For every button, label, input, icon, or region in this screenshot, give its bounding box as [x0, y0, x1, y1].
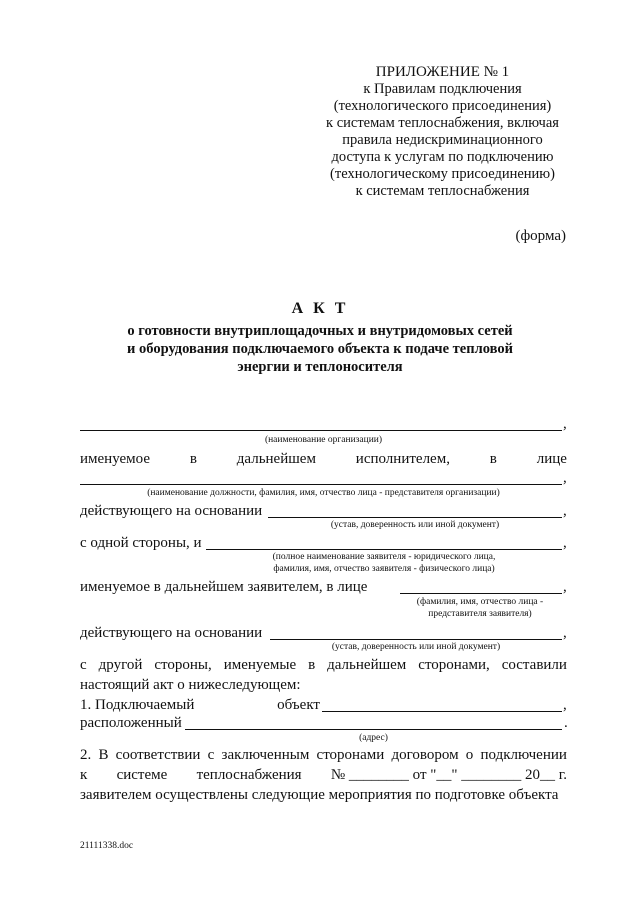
comma: ,	[563, 416, 567, 432]
address-hint: (адрес)	[359, 733, 388, 743]
located-label: расположенный	[80, 715, 182, 731]
word: сторонами	[316, 747, 385, 763]
comma: ,	[563, 470, 567, 486]
word: в	[189, 451, 197, 467]
org-name-hint: (наименование организации)	[264, 435, 383, 445]
word: заключенным	[221, 747, 310, 763]
item2-line3: заявителем осуществлены следующие мероприятия по подготовке объекта	[80, 787, 559, 803]
word: о	[465, 747, 474, 763]
period: .	[564, 715, 568, 731]
word: стороны,	[154, 657, 212, 673]
form-label: (форма)	[515, 228, 566, 244]
word: 2.	[80, 747, 92, 763]
applicant-rep-field[interactable]	[400, 593, 562, 594]
word: именуемое	[80, 451, 150, 467]
comma: ,	[563, 625, 567, 641]
hint-line: фамилия, имя, отчество заявителя - физического лица)	[273, 564, 495, 574]
other-side-line	[80, 657, 567, 674]
appendix-line: к системам теплоснабжения, включая	[326, 115, 559, 131]
representative-hint: (наименование должности, фамилия, имя, отчество лица - представителя организации)	[147, 488, 500, 498]
word: сторонами,	[418, 657, 490, 673]
basis2-field[interactable]	[270, 639, 562, 640]
appendix-line: (технологическому присоединению)	[330, 166, 555, 182]
hint-line: (фамилия, имя, отчество лица -	[416, 597, 544, 607]
word: дальнейшем	[327, 657, 407, 673]
comma: ,	[563, 535, 567, 551]
side1-label: с одной стороны, и	[80, 535, 202, 551]
word: объект	[277, 697, 320, 713]
appendix-title: ПРИЛОЖЕНИЕ № 1	[375, 64, 510, 80]
word: именуемые	[223, 657, 297, 673]
basis1-hint: (устав, доверенность или иной документ)	[330, 520, 500, 530]
basis1-label: действующего на основании	[80, 503, 263, 519]
word: теплоснабжения	[196, 767, 302, 783]
appendix-line: к системам теплоснабжения	[355, 183, 530, 199]
subtitle-line: о готовности внутриплощадочных и внутридомовых сетей	[127, 323, 513, 339]
contract-number-date[interactable]: № ________ от "__" ________ 20__ г.	[330, 767, 567, 783]
executor-line	[80, 451, 567, 468]
basis1-field[interactable]	[268, 517, 562, 518]
object-field[interactable]	[322, 711, 562, 712]
applicant-name-field[interactable]	[206, 549, 562, 550]
comma: ,	[563, 503, 567, 519]
appendix-line: (технологического присоединения)	[333, 98, 552, 114]
word: лице	[536, 451, 567, 467]
appendix-line: к Правилам подключения	[363, 81, 522, 97]
subtitle-line: энергии и теплоносителя	[237, 359, 403, 375]
document-subtitle	[60, 322, 580, 376]
comma: ,	[563, 579, 567, 595]
word: дальнейшем	[236, 451, 316, 467]
appendix-block	[300, 64, 585, 200]
item2-line1	[80, 747, 567, 764]
other-side-line2: настоящий акт о нижеследующем:	[80, 677, 301, 693]
item2-line2	[80, 767, 567, 784]
word: исполнителем,	[355, 451, 450, 467]
word: в	[308, 657, 316, 673]
hint-line: (полное наименование заявителя - юридического лица,	[272, 552, 496, 562]
document-title: А К Т	[291, 300, 349, 317]
item1-label	[80, 697, 320, 714]
word: подключении	[480, 747, 567, 763]
word: к	[80, 767, 88, 783]
word: другой	[98, 657, 143, 673]
word: договором	[391, 747, 459, 763]
word: составили	[501, 657, 567, 673]
subtitle-line: и оборудования подключаемого объекта к подаче тепловой	[127, 341, 513, 357]
basis2-hint: (устав, доверенность или иной документ)	[331, 642, 501, 652]
appendix-line: правила недискриминационного	[342, 132, 543, 148]
applicant-label: именуемое в дальнейшем заявителем, в лице	[80, 579, 368, 595]
word: В	[98, 747, 109, 763]
hint-line: представителя заявителя)	[428, 609, 532, 619]
applicant-rep-hint	[385, 596, 575, 620]
basis2-label: действующего на основании	[80, 625, 263, 641]
word: в	[489, 451, 497, 467]
word: 1. Подключаемый	[80, 697, 195, 713]
org-name-field[interactable]	[80, 430, 562, 431]
address-field[interactable]	[185, 729, 562, 730]
applicant-name-hint	[206, 551, 562, 575]
word: с	[207, 747, 215, 763]
word: системе	[116, 767, 168, 783]
file-name: 21111338.doc	[80, 841, 134, 851]
comma: ,	[563, 697, 567, 713]
appendix-line: доступа к услугам по подключению	[331, 149, 554, 165]
word: с	[80, 657, 87, 673]
word: соответствии	[115, 747, 201, 763]
representative-field[interactable]	[80, 484, 562, 485]
